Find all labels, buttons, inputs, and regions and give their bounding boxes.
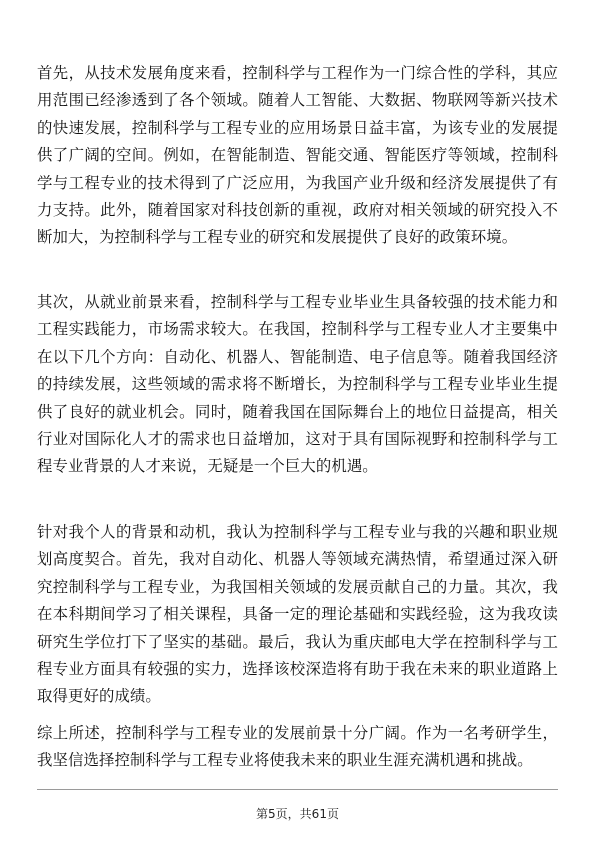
paragraph-1: 首先，从技术发展角度来看，控制科学与工程作为一门综合性的学科，其应用范围已经渗透到了各个领域。随着人工智能、大数据、物联网等新兴技术的快速发展，控制科学与工程专业的应用场景日益丰富，为该专业的发展提供了广阔的空间。例如，在智能制造、智能交通、智能医疗等领域，控制科学与工程专业的技术得到了广泛应用，为我国产业升级和经济发展提供了有力支持。此外，随着国家对科技创新的重视，政府对相关领域的研究投入不断加大，为控制科学与工程专业的研究和发展提供了良好的政策环境。 xyxy=(37,64,558,247)
paragraph-3: 针对我个人的背景和动机，我认为控制科学与工程专业与我的兴趣和职业规划高度契合。首先，我对自动化、机器人等领域充满热情，希望通过深入研究控制科学与工程专业，为我国相关领域的发展贡献自己的力量。其次，我在本科期间学习了相关课程，具备一定的理论基础和实践经验，这为我攻读研究生学位打下了坚实的基础。最后，我认为重庆邮电大学在控制科学与工程专业方面具有较强的实力，选择该校深造将有助于我在未来的职业道路上取得更好的成绩。 xyxy=(37,523,558,706)
paragraph-2: 其次，从就业前景来看，控制科学与工程专业毕业生具备较强的技术能力和工程实践能力，市场需求较大。在我国，控制科学与工程专业人才主要集中在以下几个方向：自动化、机器人、智能制造、电子信息等。随着我国经济的持续发展，这些领域的需求将不断增长，为控制科学与工程专业毕业生提供了良好的就业机会。同时，随着我国在国际舞台上的地位日益提高，相关行业对国际化人才的需求也日益增加，这对于具有国际视野和控制科学与工程专业背景的人才来说，无疑是一个巨大的机遇。 xyxy=(37,293,558,476)
paragraph-4: 综上所述，控制科学与工程专业的发展前景十分广阔。作为一名考研学生，我坚信选择控制科学与工程专业将使我未来的职业生涯充满机遇和挑战。 xyxy=(37,724,558,770)
footer-divider xyxy=(37,789,558,790)
page-number: 第5页，共61页 xyxy=(256,807,339,821)
